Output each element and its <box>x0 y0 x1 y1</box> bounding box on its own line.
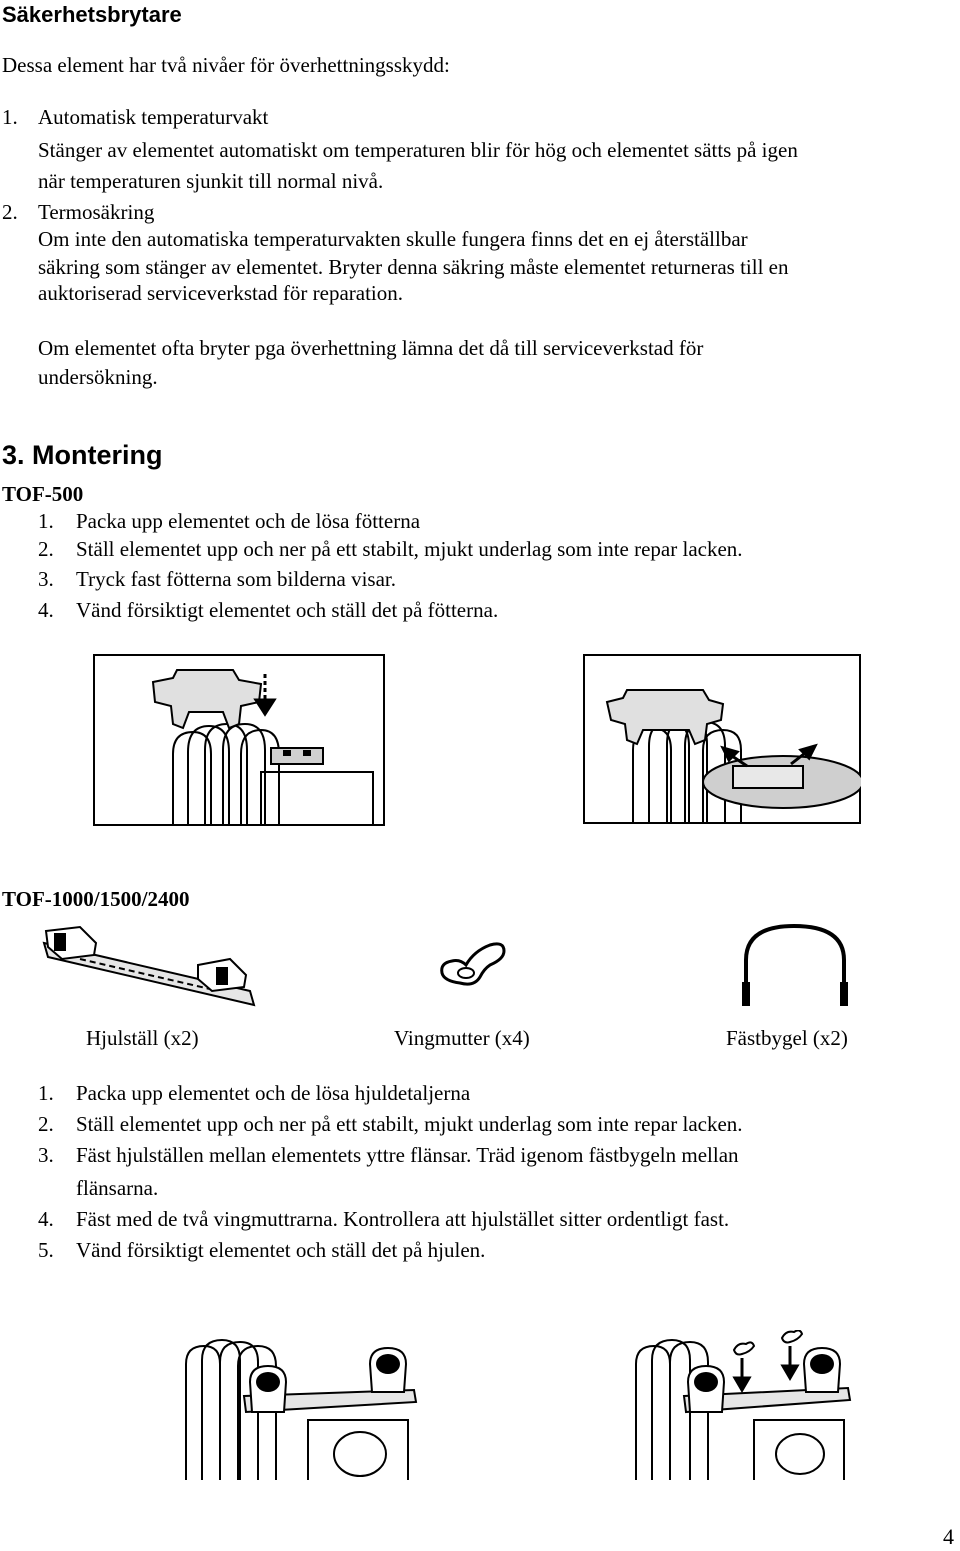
list-item: 4. Fäst med de två vingmuttrarna. Kontrollera att hjulstället sitter ordentligt fast. <box>38 1207 730 1231</box>
list-item: 3. Tryck fast fötterna som bilderna visar. <box>38 567 396 591</box>
section-title-mounting: 3. Montering <box>2 440 163 470</box>
tof500-foot-illustration-1 <box>93 654 385 826</box>
list-item: 1. Packa upp elementet och de lösa fötterna <box>38 509 421 533</box>
list-item: 3. Fäst hjulställen mellan elementets yttre flänsar. Träd igenom fästbygeln mellan <box>38 1143 739 1167</box>
part-label-wheel-base: Hjulställ (x2) <box>86 1026 199 1050</box>
safety-note-line2: undersökning. <box>38 365 158 389</box>
safety-item1-line2: när temperaturen sjunkit till normal nivå. <box>38 169 384 193</box>
wing-nut-part-illustration <box>438 937 510 989</box>
wheel-mount-illustration-2 <box>634 1330 854 1482</box>
wheel-mount-illustration-1 <box>184 1338 420 1482</box>
safety-item1-line1: Stänger av elementet automatiskt om temperaturen blir för hög och elementet sätts på igen <box>38 138 798 162</box>
tof1000-title: TOF-1000/1500/2400 <box>2 887 190 911</box>
safety-item1-title: Automatisk temperaturvakt <box>38 105 269 129</box>
safety-item2-line2: säkring som stänger av elementet. Bryter denna säkring måste elementet returneras till en <box>38 255 789 279</box>
part-label-wing-nut: Vingmutter (x4) <box>394 1026 530 1050</box>
safety-item1-num: 1. <box>2 105 18 129</box>
safety-note-line1: Om elementet ofta bryter pga överhettning lämna det då till serviceverkstad för <box>38 336 704 360</box>
mounting-bracket-part-illustration <box>736 920 856 1012</box>
safety-item2-line3: auktoriserad serviceverkstad för reparation. <box>38 281 403 305</box>
safety-intro: Dessa element har två nivåer för överhettningsskydd: <box>2 53 450 77</box>
list-item: flänsarna. <box>76 1176 159 1200</box>
page-number: 4 <box>943 1524 954 1549</box>
safety-item2-line1: Om inte den automatiska temperaturvakten skulle fungera finns det en ej återställbar <box>38 227 748 251</box>
list-item: 1. Packa upp elementet och de lösa hjuldetaljerna <box>38 1081 471 1105</box>
list-item: 4. Vänd försiktigt elementet och ställ det på fötterna. <box>38 598 499 622</box>
section-title-safety: Säkerhetsbrytare <box>2 2 182 27</box>
wheel-base-part-illustration <box>40 925 260 1011</box>
tof500-foot-illustration-2 <box>583 654 861 824</box>
list-item: 5. Vänd försiktigt elementet och ställ det på hjulen. <box>38 1238 486 1262</box>
tof500-title: TOF-500 <box>2 482 84 506</box>
safety-item2-title: Termosäkring <box>38 200 155 224</box>
safety-item2-num: 2. <box>2 200 18 224</box>
part-label-bracket: Fästbygel (x2) <box>726 1026 848 1050</box>
list-item: 2. Ställ elementet upp och ner på ett stabilt, mjukt underlag som inte repar lacken. <box>38 1112 743 1136</box>
list-item: 2. Ställ elementet upp och ner på ett stabilt, mjukt underlag som inte repar lacken. <box>38 537 743 561</box>
